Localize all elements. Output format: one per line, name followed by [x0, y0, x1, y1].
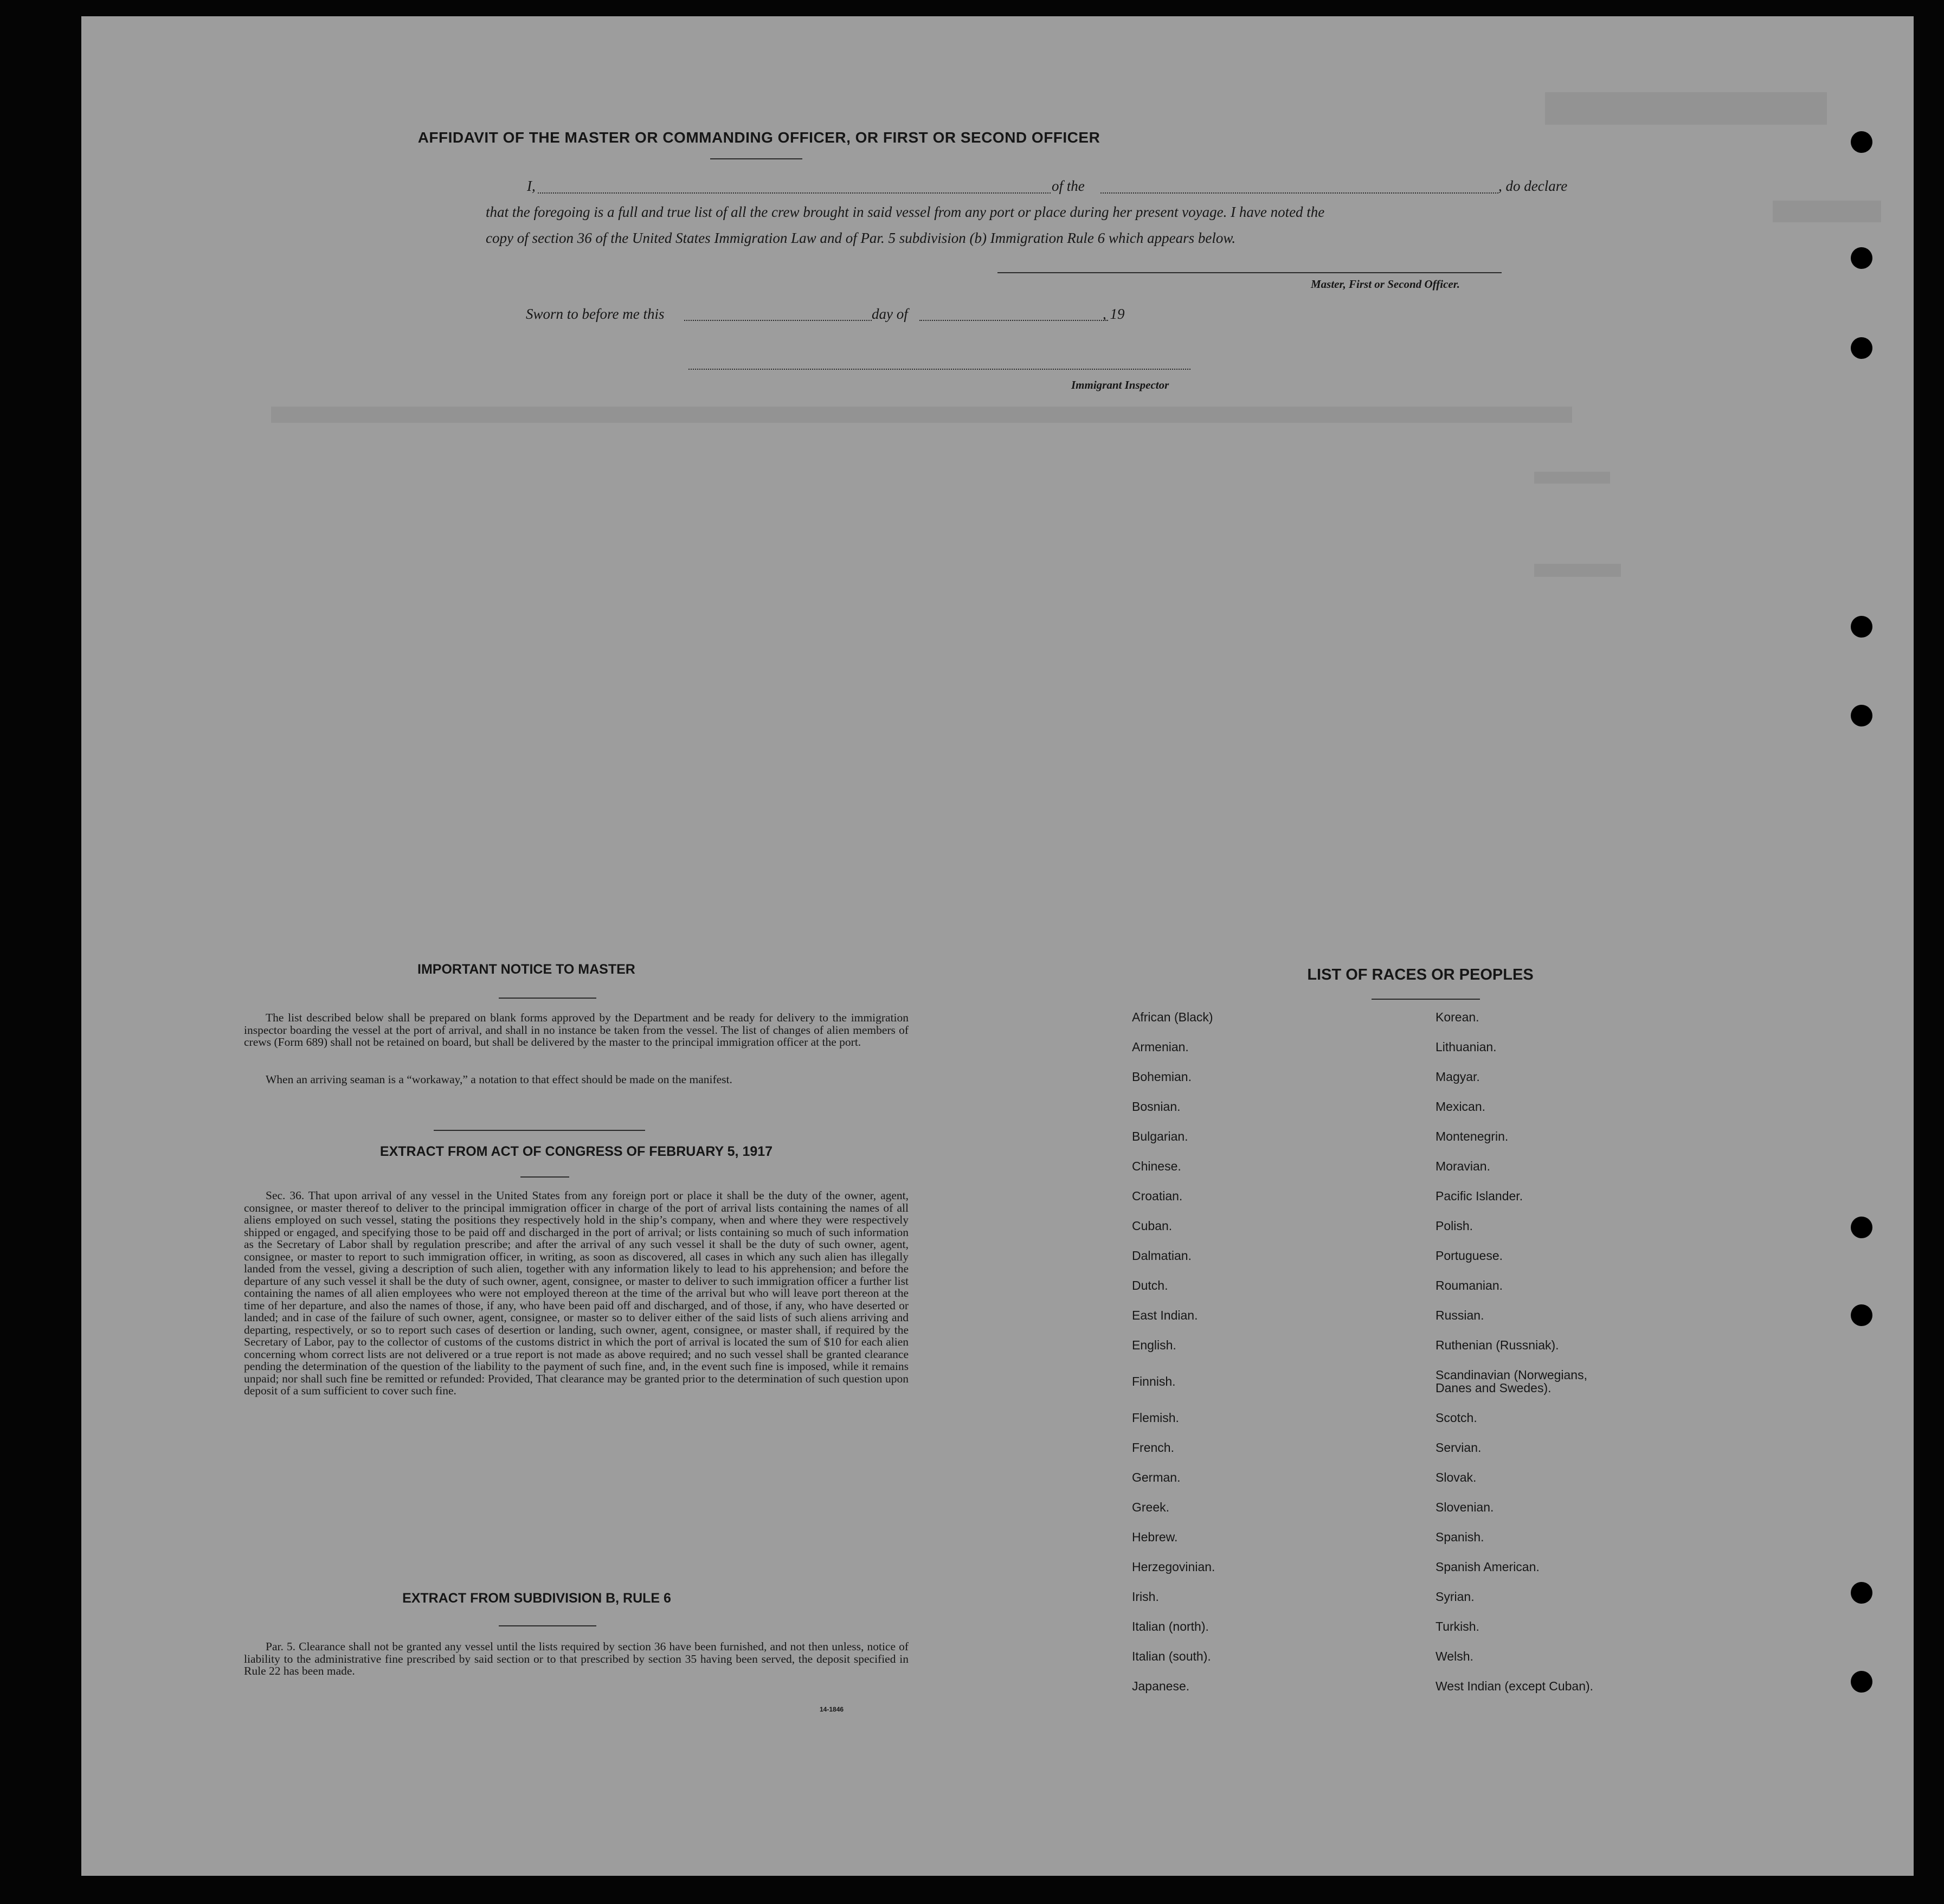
- affidavit-line-2: that the foregoing is a full and true list of all the crew brought in said vessel from any port or place during her present voyage. I have noted the: [486, 204, 1325, 220]
- inspector-caption: Immigrant Inspector: [1071, 378, 1169, 391]
- race-item: Scandinavian (Norwegians, Danes and Swedes).: [1436, 1368, 1587, 1395]
- race-item: Flemish.: [1132, 1411, 1179, 1425]
- master-signature-caption: Master, First or Second Officer.: [1311, 278, 1460, 291]
- punch-hole: [1851, 1671, 1872, 1693]
- affidavit-title: AFFIDAVIT OF THE MASTER OR COMMANDING OFFICER, OR FIRST OR SECOND OFFICER: [417, 129, 1100, 146]
- act-title: EXTRACT FROM ACT OF CONGRESS OF FEBRUARY 5, 1917: [379, 1144, 773, 1159]
- race-item: Armenian.: [1132, 1040, 1189, 1054]
- race-item: Welsh.: [1436, 1649, 1473, 1663]
- race-item: Hebrew.: [1132, 1530, 1178, 1544]
- rule-underline: [499, 1625, 596, 1626]
- race-item: Finnish.: [1132, 1374, 1176, 1388]
- race-item: Bulgarian.: [1132, 1129, 1188, 1143]
- race-item: Dutch.: [1132, 1278, 1168, 1292]
- bleed-through-mark: [1534, 564, 1621, 577]
- act-underline: [520, 1176, 569, 1178]
- races-underline: [1372, 999, 1480, 1000]
- form-number: 14-1846: [820, 1706, 844, 1713]
- inspector-signature-line[interactable]: [688, 369, 1190, 370]
- name-blank[interactable]: [538, 192, 1051, 194]
- affidavit-i-label: I,: [527, 178, 536, 194]
- notice-underline: [499, 998, 596, 999]
- bleed-through-mark: [1545, 92, 1827, 125]
- race-item: Italian (south).: [1132, 1649, 1211, 1663]
- race-item: Lithuanian.: [1436, 1040, 1497, 1054]
- race-item: Spanish American.: [1436, 1560, 1540, 1574]
- races-title: LIST OF RACES OR PEOPLES: [1307, 966, 1534, 983]
- race-item: German.: [1132, 1470, 1181, 1484]
- sworn-month-blank[interactable]: [919, 320, 1108, 321]
- race-item: Montenegrin.: [1436, 1129, 1509, 1143]
- race-item: West Indian (except Cuban).: [1436, 1679, 1594, 1693]
- race-item: French.: [1132, 1440, 1174, 1455]
- punch-hole: [1851, 247, 1872, 269]
- punch-hole: [1851, 705, 1872, 726]
- notice-paragraph-2: When an arriving seaman is a “workaway,” a notation to that effect should be made on the manifest.: [266, 1073, 732, 1086]
- race-item: Polish.: [1436, 1219, 1473, 1233]
- race-item: Roumanian.: [1436, 1278, 1503, 1292]
- race-item: Syrian.: [1436, 1590, 1475, 1604]
- race-item: Croatian.: [1132, 1189, 1183, 1203]
- race-item: East Indian.: [1132, 1308, 1198, 1322]
- race-item: Scotch.: [1436, 1411, 1477, 1425]
- year-label: , 19: [1103, 306, 1125, 322]
- race-item: Magyar.: [1436, 1070, 1480, 1084]
- race-item: English.: [1132, 1338, 1176, 1352]
- act-section-36-text: Sec. 36. That upon arrival of any vessel in the United States from any foreign port or place it shall be the duty of the owner, agent, consignee, or master thereof to deliver to the principal immigration officer in charge of the port of arrival lists containing the names of all aliens employed on such vessel, stating the positions they respectively hold in the ship’s company, when and where they were respectively shipped or engaged, and specifying those to be paid off and discharged in the port of arrival; or lists containing so much of such information as the Secretary of Labor shall by regulation prescribe; and after the arrival of any such vessel it shall be the duty of such owner, agent, consignee, or master to report to such immigration officer, in writing, as soon as discovered, all cases in which any such alien has illegally landed from the vessel, giving a description of such alien, together with any information likely to lead to his apprehension; and before the departure of any such vessel it shall be the duty of such owner, agent, consignee, or master to deliver to such immigration officer a further list containing the names of all alien employees who were not employed thereon at the time of the arrival but who will leave port thereon at the time of her departure, and also the names of those, if any, who have been paid off and discharged, and of those, if any, who have deserted or landed; and in case of the failure of such owner, agent, consignee, or master so to deliver either of the said lists of such aliens arriving and departing, respectively, or so to report such cases of desertion or landing, such owner, agent, consignee, or master shall, if required by the Secretary of Labor, pay to the collector of customs of the customs district in which the port of arrival is located the sum of $10 for each alien concerning whom correct lists are not delivered or a true report is not made as above required; and no such vessel shall be granted clearance pending the determination of the question of the liability to the payment of such fine, and, in the event such fine is imposed, while it remains unpaid; nor shall such fine be remitted or refunded: Provided, That clearance may be granted prior to the determination of such question upon deposit of a sum sufficient to cover such fine.: [244, 1189, 909, 1397]
- rule-title: EXTRACT FROM SUBDIVISION B, RULE 6: [402, 1591, 671, 1606]
- race-item: Slovak.: [1436, 1470, 1477, 1484]
- punch-hole: [1851, 1304, 1872, 1326]
- affidavit-declare-label: , do declare: [1498, 178, 1568, 194]
- affidavit-line-3: copy of section 36 of the United States Immigration Law and of Par. 5 subdivision (b) Immigration Rule 6 which appears below.: [486, 230, 1236, 246]
- race-item: Portuguese.: [1436, 1249, 1503, 1263]
- punch-hole: [1851, 131, 1872, 153]
- race-item: Irish.: [1132, 1590, 1159, 1604]
- race-item: Chinese.: [1132, 1159, 1181, 1173]
- race-item: Cuban.: [1132, 1219, 1173, 1233]
- race-item: Herzegovinian.: [1132, 1560, 1215, 1574]
- day-of-label: day of: [872, 306, 908, 322]
- race-item: Greek.: [1132, 1500, 1170, 1514]
- master-signature-line[interactable]: [997, 272, 1502, 273]
- race-item: African (Black): [1132, 1010, 1213, 1024]
- sworn-label: Sworn to before me this: [526, 306, 665, 322]
- race-item: Servian.: [1436, 1440, 1482, 1455]
- title-underline: [710, 158, 802, 159]
- affidavit-of-label: of the: [1052, 178, 1085, 194]
- bleed-through-mark: [271, 407, 1572, 423]
- bleed-through-mark: [1773, 201, 1881, 222]
- race-item: Moravian.: [1436, 1159, 1490, 1173]
- punch-hole: [1851, 1582, 1872, 1604]
- form-sheet: [81, 16, 1914, 1876]
- rule-paragraph-5: Par. 5. Clearance shall not be granted any vessel until the lists required by section 36 have been furnished, and not then unless, notice of liability to the administrative fine prescribed by said section or to that prescribed by section 35 having been served, the deposit specified in Rule 22 has been made.: [244, 1640, 909, 1677]
- race-item: Russian.: [1436, 1308, 1484, 1322]
- punch-hole: [1851, 337, 1872, 359]
- bleed-through-mark: [1534, 472, 1610, 484]
- vessel-blank[interactable]: [1100, 192, 1498, 194]
- race-item: Ruthenian (Russniak).: [1436, 1338, 1559, 1352]
- sworn-day-blank[interactable]: [684, 320, 872, 321]
- race-item: Bosnian.: [1132, 1099, 1181, 1114]
- race-item: Slovenian.: [1436, 1500, 1494, 1514]
- punch-hole: [1851, 1217, 1872, 1238]
- race-item: Mexican.: [1436, 1099, 1486, 1114]
- notice-paragraph-1: The list described below shall be prepared on blank forms approved by the Department and be ready for delivery to the immigration inspector boarding the vessel at the port of arrival, and shall in no instance be taken from the vessel. The list of changes of alien members of crews (Form 689) shall not be retained on board, but shall be delivered by the master to the principal immigration officer at the port.: [244, 1011, 909, 1049]
- race-item: Bohemian.: [1132, 1070, 1192, 1084]
- race-item: Turkish.: [1436, 1619, 1479, 1633]
- race-item: Japanese.: [1132, 1679, 1190, 1693]
- race-item: Spanish.: [1436, 1530, 1484, 1544]
- race-item: Dalmatian.: [1132, 1249, 1192, 1263]
- punch-hole: [1851, 616, 1872, 638]
- race-item: Italian (north).: [1132, 1619, 1209, 1633]
- notice-title: IMPORTANT NOTICE TO MASTER: [417, 962, 635, 977]
- notice-divider: [434, 1130, 645, 1131]
- race-item: Pacific Islander.: [1436, 1189, 1523, 1203]
- race-item: Korean.: [1436, 1010, 1479, 1024]
